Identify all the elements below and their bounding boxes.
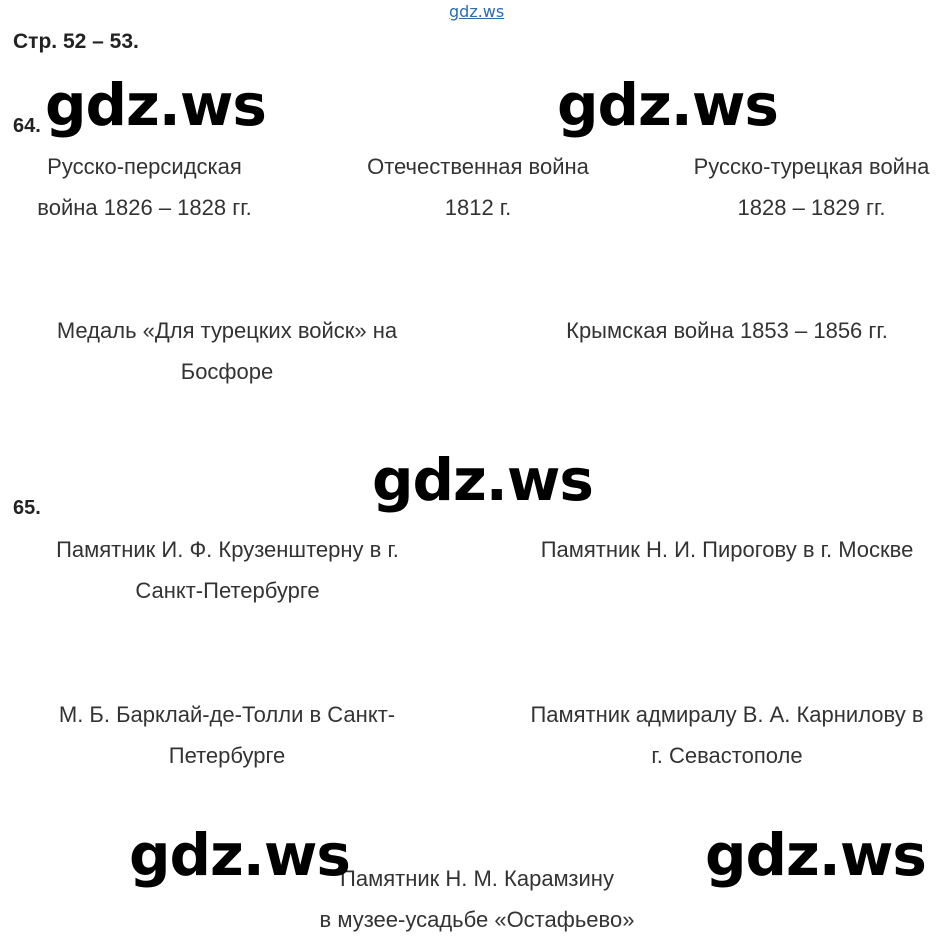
caption-line: 1828 – 1829 гг. <box>737 195 886 220</box>
task-64-caption-3 <box>674 146 949 228</box>
caption-line: Памятник адмиралу В. А. Карнилову в <box>530 702 924 727</box>
task-64-caption-4 <box>27 310 427 392</box>
watermark: gdz.ws <box>45 71 266 139</box>
watermark: gdz.ws <box>372 446 593 514</box>
page-reference: Стр. 52 – 53. <box>13 30 139 53</box>
watermark: gdz.ws <box>557 71 778 139</box>
caption-line: Петербурге <box>168 743 286 768</box>
caption-line: М. Б. Барклай-де-Толли в Санкт- <box>58 702 396 727</box>
task-65-caption-3 <box>27 694 427 776</box>
caption-line: Памятник И. Ф. Крузенштерну в г. <box>56 537 399 562</box>
task-65-caption-2 <box>507 529 947 570</box>
task-64-number: 64. <box>13 115 41 137</box>
watermark: gdz.ws <box>129 821 350 889</box>
caption-line: Санкт-Петербурге <box>135 578 320 603</box>
caption-line: Русско-персидская <box>47 154 242 179</box>
task-64-caption-1 <box>0 146 289 228</box>
task-64-caption-2 <box>330 146 626 228</box>
caption-line: Русско-турецкая война <box>693 154 930 179</box>
caption-line: Отечественная война <box>367 154 589 179</box>
caption-line: Босфоре <box>180 359 274 384</box>
task-65-number: 65. <box>13 497 41 519</box>
site-link[interactable]: gdz.ws <box>449 2 505 21</box>
watermark: gdz.ws <box>705 821 926 889</box>
caption-line: г. Севастополе <box>651 743 803 768</box>
caption-line: в музее-усадьбе «Остафьево» <box>319 907 635 932</box>
task-64-caption-5 <box>535 310 919 351</box>
caption-line: Крымская война 1853 – 1856 гг. <box>566 318 888 343</box>
caption-line: Памятник Н. И. Пирогову в г. Москве <box>540 537 914 562</box>
caption-line: Памятник Н. М. Карамзину <box>340 866 614 891</box>
caption-line: война 1826 – 1828 гг. <box>37 195 252 220</box>
task-65-caption-4 <box>505 694 949 776</box>
caption-line: 1812 г. <box>444 195 512 220</box>
caption-line: Медаль «Для турецких войск» на <box>56 318 398 343</box>
task-65-caption-1 <box>20 529 435 611</box>
